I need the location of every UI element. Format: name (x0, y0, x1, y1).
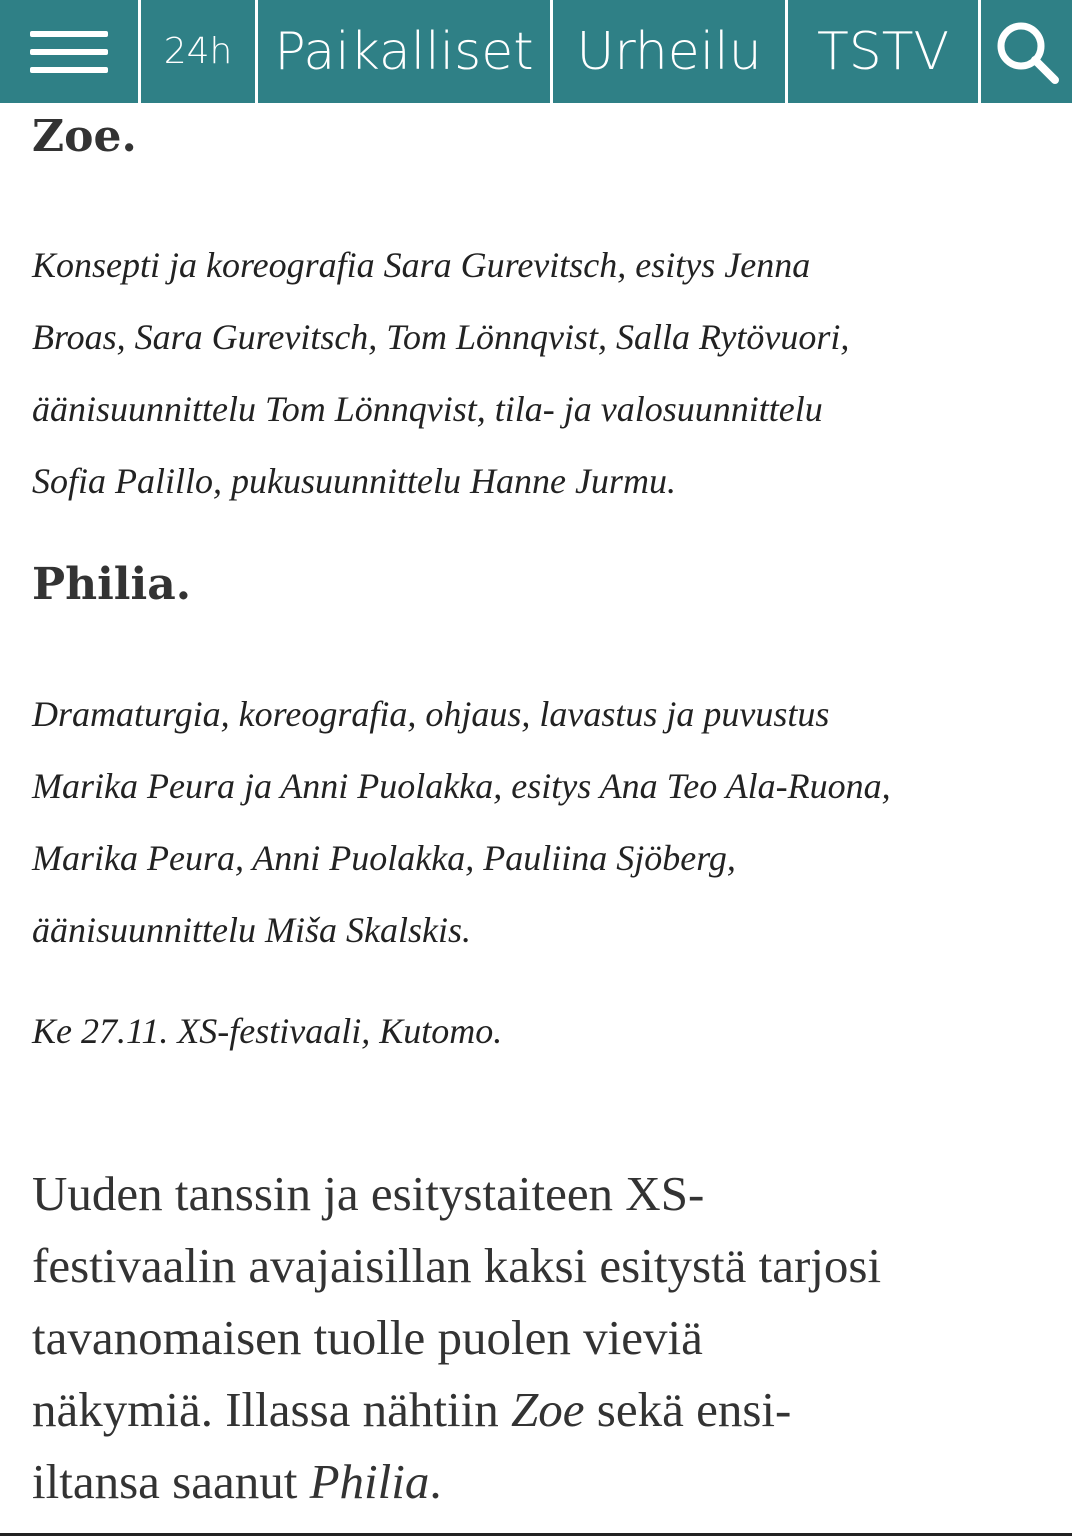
work-name-philia: Philia (309, 1454, 430, 1509)
credits-line: Dramaturgia, koreografia, ohjaus, lavastus ja puvustus (32, 694, 830, 734)
lead-line: tavanomaisen tuolle puolen vieviä (32, 1310, 703, 1365)
hamburger-menu-icon (30, 31, 108, 73)
nav-item-tstv[interactable]: TSTV (788, 0, 981, 103)
event-info: Ke 27.11. XS-festivaali, Kutomo. (32, 1011, 503, 1051)
nav-item-urheilu[interactable]: Urheilu (553, 0, 788, 103)
work-name-zoe: Zoe (511, 1382, 585, 1437)
article-lead-paragraph (32, 1158, 1042, 1518)
search-button[interactable] (981, 0, 1072, 103)
lead-line: festivaalin avajaisillan kaksi esitystä tarjosi (32, 1238, 882, 1293)
lead-text: sekä ensi- (584, 1382, 792, 1437)
credits-philia (32, 678, 1042, 966)
work-title-zoe: Zoe. (32, 111, 137, 162)
credits-zoe (32, 229, 1042, 517)
credits-line: Marika Peura, Anni Puolakka, Pauliina Sjöberg, (32, 838, 736, 878)
work-title-philia: Philia. (32, 559, 192, 610)
top-navigation-bar (0, 0, 1072, 103)
lead-text: . (429, 1454, 442, 1509)
credits-line: Sofia Palillo, pukusuunnittelu Hanne Jurmu. (32, 461, 676, 501)
lead-text: näkymiä. Illassa nähtiin (32, 1382, 511, 1437)
nav-item-24h[interactable]: 24h (141, 0, 258, 103)
menu-button[interactable] (0, 0, 141, 103)
credits-line: äänisuunnittelu Tom Lönnqvist, tila- ja valosuunnittelu (32, 389, 823, 429)
credits-line: äänisuunnittelu Miša Skalskis. (32, 910, 471, 950)
credits-line: Broas, Sara Gurevitsch, Tom Lönnqvist, Salla Rytövuori, (32, 317, 850, 357)
credits-line: Konsepti ja koreografia Sara Gurevitsch, esitys Jenna (32, 245, 811, 285)
credits-line: Marika Peura ja Anni Puolakka, esitys Ana Teo Ala-Ruona, (32, 766, 891, 806)
lead-line: Uuden tanssin ja esitystaiteen XS- (32, 1166, 705, 1221)
lead-text: iltansa saanut (32, 1454, 310, 1509)
nav-item-paikalliset[interactable]: Paikalliset (258, 0, 553, 103)
search-icon (993, 18, 1061, 86)
